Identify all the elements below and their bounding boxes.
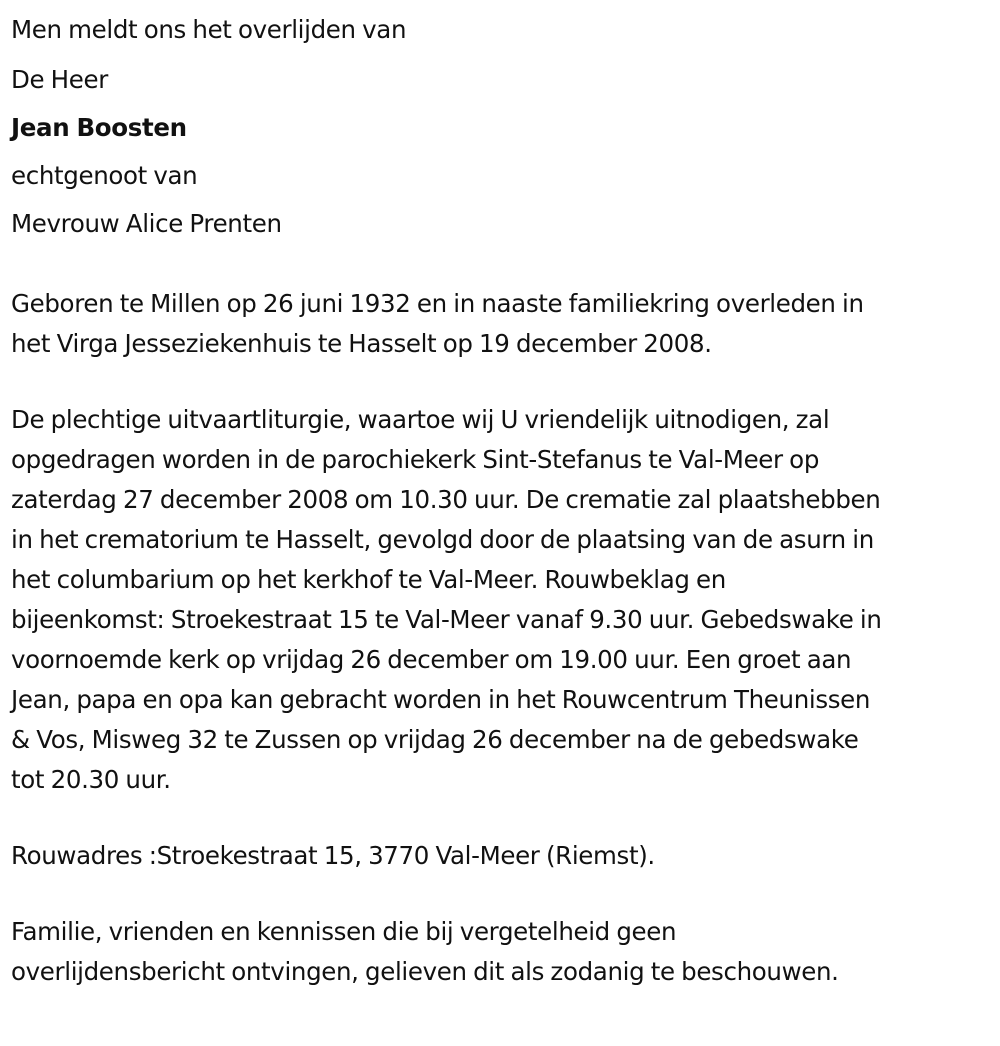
obituary-notice [11, 6, 996, 992]
spacer [11, 876, 996, 912]
paragraph-line: Geboren te Millen op 26 juni 1932 en in naaste familiekring overleden in [11, 289, 864, 318]
paragraph-line: voornoemde kerk op vrijdag 26 december om 19.00 uur. Een groet aan [11, 645, 852, 674]
intro-line: Men meldt ons het overlijden van [11, 15, 407, 44]
paragraph-line: zaterdag 27 december 2008 om 10.30 uur. De crematie zal plaatshebben [11, 485, 881, 514]
paragraph-line: in het crematorium te Hasselt, gevolgd door de plaatsing van de asurn in [11, 525, 874, 554]
paragraph-line: het columbarium op het kerkhof te Val-Meer. Rouwbeklag en [11, 565, 726, 594]
closing-paragraph [11, 912, 996, 992]
paragraph-line: Familie, vrienden en kennissen die bij vergetelheid geen [11, 917, 677, 946]
spouse-name: Mevrouw Alice Prenten [11, 209, 282, 238]
spacer [11, 800, 996, 836]
relation-line: echtgenoot van [11, 161, 198, 190]
mourning-address: Rouwadres :Stroekestraat 15, 3770 Val-Meer (Riemst). [11, 841, 655, 870]
honorific: De Heer [11, 65, 108, 94]
address-paragraph [11, 836, 996, 876]
paragraph-line: het Virga Jesseziekenhuis te Hasselt op 19 december 2008. [11, 329, 712, 358]
paragraph-line: opgedragen worden in de parochiekerk Sint-Stefanus te Val-Meer op [11, 445, 820, 474]
paragraph-line: overlijdensbericht ontvingen, gelieven dit als zodanig te beschouwen. [11, 957, 839, 986]
deceased-name: Jean Boosten [11, 113, 187, 142]
paragraph-line: bijeenkomst: Stroekestraat 15 te Val-Meer vanaf 9.30 uur. Gebedswake in [11, 605, 882, 634]
paragraph-line: tot 20.30 uur. [11, 765, 171, 794]
ceremony-paragraph [11, 400, 996, 800]
paragraph-line: & Vos, Misweg 32 te Zussen op vrijdag 26 december na de gebedswake [11, 725, 859, 754]
birth-death-paragraph [11, 284, 996, 364]
spacer [11, 248, 996, 284]
paragraph-line: Jean, papa en opa kan gebracht worden in het Rouwcentrum Theunissen [11, 685, 871, 714]
paragraph-line: De plechtige uitvaartliturgie, waartoe wij U vriendelijk uitnodigen, zal [11, 405, 830, 434]
spacer [11, 364, 996, 400]
